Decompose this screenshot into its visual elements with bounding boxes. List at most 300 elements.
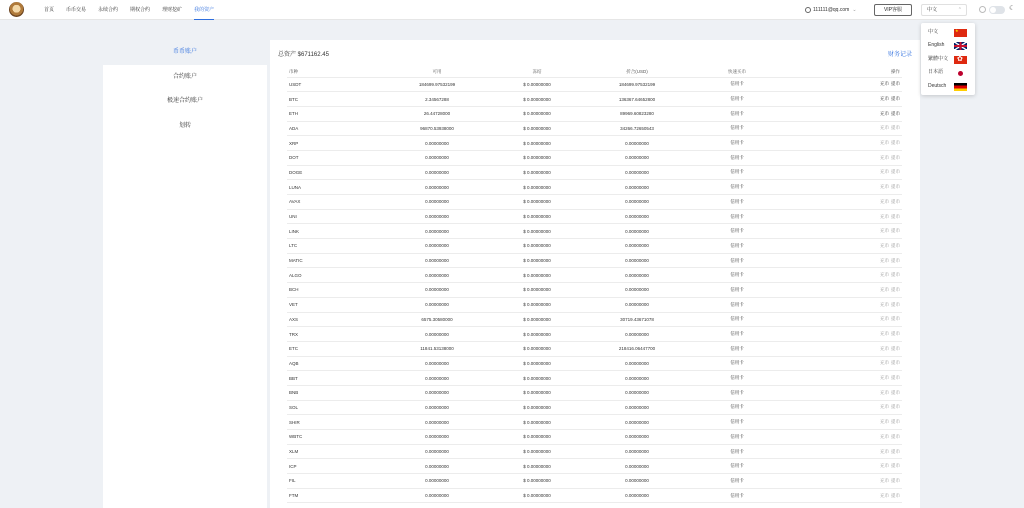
deposit-link[interactable]: 充币 (880, 81, 889, 87)
cell-frozen: $ 0.00000000 (487, 400, 587, 415)
withdraw-link[interactable]: 提币 (891, 404, 900, 410)
cell-usd: 0.00000000 (587, 165, 687, 180)
table-row (287, 385, 902, 400)
credit-card-buy-link[interactable]: 信用卡 (687, 356, 787, 371)
deposit-link[interactable]: 充币 (880, 272, 889, 278)
column-header-frozen: 冻结 (487, 67, 587, 77)
deposit-link[interactable]: 充币 (880, 286, 889, 292)
sun-icon (979, 6, 986, 13)
cell-actions (787, 385, 902, 400)
table-row (287, 253, 902, 268)
cell-coin: XRP (287, 136, 387, 151)
cell-frozen: $ 0.00000000 (487, 136, 587, 151)
cell-available: 0.00000000 (387, 444, 487, 459)
deposit-link[interactable]: 充币 (880, 404, 889, 410)
cell-available: 0.00000000 (387, 400, 487, 415)
table-row (287, 136, 902, 151)
deposit-link[interactable]: 充币 (880, 257, 889, 263)
column-header-usd: 折合(USD) (587, 67, 687, 77)
cell-coin: USDT (287, 77, 387, 92)
credit-card-buy-link[interactable]: 信用卡 (687, 371, 787, 386)
credit-card-buy-link[interactable]: 信用卡 (687, 209, 787, 224)
withdraw-link[interactable]: 提币 (891, 477, 900, 483)
cell-coin: DOT (287, 150, 387, 165)
deposit-link[interactable]: 充币 (880, 110, 889, 116)
withdraw-link[interactable]: 提币 (891, 463, 900, 469)
withdraw-link[interactable]: 提币 (891, 154, 900, 160)
cell-available: 0.00000000 (387, 165, 487, 180)
cell-frozen: $ 0.00000000 (487, 385, 587, 400)
credit-card-buy-link[interactable]: 信用卡 (687, 385, 787, 400)
deposit-link[interactable]: 充币 (880, 375, 889, 381)
cell-frozen: $ 0.00000000 (487, 415, 587, 430)
withdraw-link[interactable]: 提币 (891, 419, 900, 425)
cell-actions (787, 312, 902, 327)
cell-usd: 0.00000000 (587, 444, 687, 459)
nav-item-wealth-mining[interactable]: 理财挖矿 (162, 7, 183, 13)
cell-usd: 0.00000000 (587, 283, 687, 298)
cell-available: 0.00000000 (387, 136, 487, 151)
user-icon (805, 7, 811, 13)
cell-frozen: $ 0.00000000 (487, 239, 587, 254)
table-row (287, 121, 902, 136)
cell-usd: 0.00000000 (587, 356, 687, 371)
cell-coin: UNI (287, 209, 387, 224)
cell-coin: ETH (287, 106, 387, 121)
language-label: Deutsch (928, 82, 947, 89)
cell-coin: FIL (287, 474, 387, 489)
cell-actions (787, 150, 902, 165)
deposit-link[interactable]: 充币 (880, 301, 889, 307)
cell-available: 0.00000000 (387, 268, 487, 283)
cell-frozen: $ 0.00000000 (487, 180, 587, 195)
deposit-link[interactable]: 充币 (880, 316, 889, 322)
cell-usd: 0.00000000 (587, 136, 687, 151)
cell-actions (787, 327, 902, 342)
top-nav-bar (0, 0, 1024, 20)
deposit-link[interactable]: 充币 (880, 492, 889, 498)
cell-actions (787, 121, 902, 136)
cell-available: 0.00000000 (387, 239, 487, 254)
withdraw-link[interactable]: 提币 (891, 213, 900, 219)
cell-frozen: $ 0.00000000 (487, 488, 587, 503)
deposit-link[interactable]: 充币 (880, 477, 889, 483)
cell-coin: WBTC (287, 430, 387, 445)
nav-item-home[interactable]: 首页 (44, 7, 55, 13)
cell-actions (787, 297, 902, 312)
column-header-quick-buy: 快速买币 (687, 67, 787, 77)
language-option-de[interactable] (921, 80, 975, 93)
cell-available: 0.00000000 (387, 209, 487, 224)
cell-actions (787, 400, 902, 415)
deposit-link[interactable]: 充币 (880, 360, 889, 366)
cell-coin: ADA (287, 121, 387, 136)
withdraw-link[interactable]: 提币 (891, 286, 900, 292)
cell-available: 26.44728000 (387, 106, 487, 121)
credit-card-buy-link[interactable]: 信用卡 (687, 312, 787, 327)
credit-card-buy-link[interactable]: 信用卡 (687, 121, 787, 136)
sidebar-item-contract-account[interactable]: 合约账户 (172, 73, 197, 80)
withdraw-link[interactable]: 提币 (891, 272, 900, 278)
withdraw-link[interactable]: 提币 (891, 257, 900, 263)
logo[interactable] (9, 2, 24, 17)
table-row (287, 341, 902, 356)
nav-item-perpetual[interactable]: 永续合约 (98, 7, 119, 13)
credit-card-buy-link[interactable]: 信用卡 (687, 444, 787, 459)
deposit-link[interactable]: 充币 (880, 331, 889, 337)
credit-card-buy-link[interactable]: 信用卡 (687, 224, 787, 239)
cell-frozen: $ 0.00000000 (487, 327, 587, 342)
cell-available: 0.00000000 (387, 371, 487, 386)
credit-card-buy-link[interactable]: 信用卡 (687, 430, 787, 445)
credit-card-buy-link[interactable]: 信用卡 (687, 150, 787, 165)
cn-flag-icon (954, 29, 967, 37)
cell-usd: 0.00000000 (587, 371, 687, 386)
column-header-available: 可用 (387, 67, 487, 77)
table-row (287, 224, 902, 239)
credit-card-buy-link[interactable]: 信用卡 (687, 268, 787, 283)
deposit-link[interactable]: 充币 (880, 169, 889, 175)
withdraw-link[interactable]: 提币 (891, 448, 900, 454)
table-row (287, 150, 902, 165)
deposit-link[interactable]: 充币 (880, 140, 889, 146)
table-row (287, 209, 902, 224)
cell-available: 0.00000000 (387, 180, 487, 195)
theme-toggle[interactable] (989, 6, 1005, 14)
credit-card-buy-link[interactable]: 信用卡 (687, 106, 787, 121)
cell-coin: TRX (287, 327, 387, 342)
cell-actions (787, 444, 902, 459)
cell-usd: 0.00000000 (587, 327, 687, 342)
language-option-zh-cn[interactable] (921, 26, 975, 39)
cell-actions (787, 239, 902, 254)
cell-frozen: $ 0.00000000 (487, 341, 587, 356)
cell-frozen: $ 0.00000000 (487, 474, 587, 489)
cell-coin: AVAX (287, 195, 387, 210)
credit-card-buy-link[interactable]: 信用卡 (687, 136, 787, 151)
cell-actions (787, 195, 902, 210)
cell-available: 0.00000000 (387, 415, 487, 430)
cell-usd: 30719.43671078 (587, 312, 687, 327)
withdraw-link[interactable]: 提币 (891, 433, 900, 439)
cell-actions (787, 136, 902, 151)
table-row (287, 268, 902, 283)
cell-actions (787, 268, 902, 283)
table-row (287, 297, 902, 312)
cell-frozen: $ 0.00000000 (487, 268, 587, 283)
cell-frozen: $ 0.00000000 (487, 106, 587, 121)
sidebar-item-transfer[interactable]: 划转 (178, 122, 191, 129)
withdraw-link[interactable]: 提币 (891, 492, 900, 498)
cell-available: 0.00000000 (387, 474, 487, 489)
cell-coin: LINK (287, 224, 387, 239)
cell-available: 0.00000000 (387, 459, 487, 474)
table-row (287, 239, 902, 254)
credit-card-buy-link[interactable]: 信用卡 (687, 253, 787, 268)
cell-frozen: $ 0.00000000 (487, 150, 587, 165)
column-header-coin: 币种 (287, 67, 387, 77)
cell-frozen: $ 0.00000000 (487, 444, 587, 459)
deposit-link[interactable]: 充币 (880, 242, 889, 248)
table-row (287, 400, 902, 415)
cell-usd: 0.00000000 (587, 430, 687, 445)
cell-actions (787, 106, 902, 121)
cell-actions (787, 474, 902, 489)
cell-frozen: $ 0.00000000 (487, 283, 587, 298)
deposit-link[interactable]: 充币 (880, 184, 889, 190)
withdraw-link[interactable]: 提币 (891, 242, 900, 248)
cell-coin: ICP (287, 459, 387, 474)
cell-frozen: $ 0.00000000 (487, 92, 587, 107)
credit-card-buy-link[interactable]: 信用卡 (687, 239, 787, 254)
table-row (287, 180, 902, 195)
cell-frozen: $ 0.00000000 (487, 77, 587, 92)
credit-card-buy-link[interactable]: 信用卡 (687, 474, 787, 489)
cell-actions (787, 459, 902, 474)
deposit-link[interactable]: 充币 (880, 389, 889, 395)
credit-card-buy-link[interactable]: 信用卡 (687, 283, 787, 298)
withdraw-link[interactable]: 提币 (891, 169, 900, 175)
user-email: 111111@qq.com (813, 7, 850, 13)
nav-item-my-assets[interactable]: 我的资产 (194, 0, 214, 20)
cell-coin: MATIC (287, 253, 387, 268)
nav-item-spot-trading[interactable]: 币币交易 (66, 7, 87, 13)
cell-actions (787, 209, 902, 224)
table-row (287, 459, 902, 474)
sidebar-item-speed-contract-account[interactable]: 极速合约账户 (166, 98, 203, 104)
table-row (287, 415, 902, 430)
cell-coin: SOL (287, 400, 387, 415)
table-row (287, 283, 902, 298)
cell-usd: 0.00000000 (587, 150, 687, 165)
withdraw-link[interactable]: 提币 (891, 184, 900, 190)
language-option-zh-tw[interactable] (921, 53, 975, 66)
user-menu[interactable] (805, 0, 857, 20)
language-label: English (928, 42, 945, 49)
withdraw-link[interactable]: 提币 (891, 345, 900, 351)
nav-item-options[interactable]: 期权合约 (130, 7, 151, 13)
total-assets: 总资产 $671162.45 (278, 52, 329, 58)
cell-coin: LUNA (287, 180, 387, 195)
table-row (287, 92, 902, 107)
cell-coin: BCH (287, 283, 387, 298)
credit-card-buy-link[interactable]: 信用卡 (687, 297, 787, 312)
deposit-link[interactable]: 充币 (880, 433, 889, 439)
cell-frozen: $ 0.00000000 (487, 121, 587, 136)
cell-available: 0.00000000 (387, 430, 487, 445)
table-row (287, 327, 902, 342)
cell-available: 184699.97532199 (387, 77, 487, 92)
withdraw-link[interactable]: 提币 (891, 389, 900, 395)
column-header-actions: 操作 (787, 67, 902, 77)
table-row (287, 488, 902, 503)
account-sidebar (103, 40, 267, 508)
deposit-link[interactable]: 充币 (880, 228, 889, 234)
jp-flag-icon (954, 69, 967, 77)
language-label: 中文 (928, 29, 939, 35)
chevron-down-icon: ⌄ (852, 7, 857, 13)
credit-card-buy-link[interactable]: 信用卡 (687, 400, 787, 415)
table-row (287, 106, 902, 121)
cell-usd: 184699.97532199 (587, 77, 687, 92)
credit-card-buy-link[interactable]: 信用卡 (687, 195, 787, 210)
credit-card-buy-link[interactable]: 信用卡 (687, 77, 787, 92)
cell-available: 0.00000000 (387, 224, 487, 239)
language-option-en[interactable] (921, 39, 975, 52)
withdraw-link[interactable]: 提币 (891, 360, 900, 366)
language-selected-label: 中文 (927, 7, 938, 13)
cell-coin: BTC (287, 92, 387, 107)
withdraw-link[interactable]: 提币 (891, 228, 900, 234)
cell-usd: 218416.06447700 (587, 341, 687, 356)
cell-usd: 0.00000000 (587, 488, 687, 503)
moon-icon: ☾ (1009, 5, 1016, 12)
table-row (287, 371, 902, 386)
cell-usd: 0.00000000 (587, 459, 687, 474)
cell-frozen: $ 0.00000000 (487, 371, 587, 386)
language-option-ja[interactable] (921, 66, 975, 79)
language-dropdown (921, 23, 975, 95)
language-label: 繁體中文 (928, 55, 949, 62)
cell-coin: AXS (287, 312, 387, 327)
cell-frozen: $ 0.00000000 (487, 430, 587, 445)
cell-coin: LTC (287, 239, 387, 254)
withdraw-link[interactable]: 提币 (891, 301, 900, 307)
cell-usd: 0.00000000 (587, 297, 687, 312)
uk-flag-icon (954, 42, 967, 50)
withdraw-link[interactable]: 提币 (891, 331, 900, 337)
table-row (287, 165, 902, 180)
cell-usd: 34266.72650543 (587, 121, 687, 136)
cell-available: 6575.30580000 (387, 312, 487, 327)
cell-usd: 0.00000000 (587, 268, 687, 283)
cell-usd: 0.00000000 (587, 180, 687, 195)
withdraw-link[interactable]: 提币 (891, 110, 900, 116)
cell-usd: 0.00000000 (587, 385, 687, 400)
deposit-link[interactable]: 充币 (880, 96, 889, 102)
deposit-link[interactable]: 充币 (880, 419, 889, 425)
credit-card-buy-link[interactable]: 信用卡 (687, 341, 787, 356)
de-flag-icon (954, 83, 967, 91)
withdraw-link[interactable]: 提币 (891, 96, 900, 102)
withdraw-link[interactable]: 提币 (891, 316, 900, 322)
deposit-link[interactable]: 充币 (880, 345, 889, 351)
cell-actions (787, 92, 902, 107)
table-row (287, 444, 902, 459)
withdraw-link[interactable]: 提币 (891, 125, 900, 131)
table-row (287, 356, 902, 371)
table-row (287, 312, 902, 327)
cell-usd: 0.00000000 (587, 253, 687, 268)
cell-available: 0.00000000 (387, 150, 487, 165)
cell-coin: ETC (287, 341, 387, 356)
cell-usd: 0.00000000 (587, 474, 687, 489)
withdraw-link[interactable]: 提币 (891, 198, 900, 204)
main-nav (44, 0, 226, 20)
cell-actions (787, 341, 902, 356)
cell-actions (787, 283, 902, 298)
cell-available: 2.34567288 (387, 92, 487, 107)
cell-frozen: $ 0.00000000 (487, 312, 587, 327)
cell-usd: 0.00000000 (587, 224, 687, 239)
vip-support-button[interactable]: VIP客服 (874, 4, 912, 16)
financial-records-link[interactable]: 财务记录 (887, 52, 912, 58)
credit-card-buy-link[interactable]: 信用卡 (687, 92, 787, 107)
cell-actions (787, 77, 902, 92)
withdraw-link[interactable]: 提币 (891, 81, 900, 87)
cell-actions (787, 165, 902, 180)
sidebar-item-spot-account[interactable]: 币币账户 (103, 40, 267, 65)
deposit-link[interactable]: 充币 (880, 213, 889, 219)
cell-usd: 0.00000000 (587, 195, 687, 210)
withdraw-link[interactable]: 提币 (891, 375, 900, 381)
deposit-link[interactable]: 充币 (880, 198, 889, 204)
deposit-link[interactable]: 充币 (880, 154, 889, 160)
deposit-link[interactable]: 充币 (880, 125, 889, 131)
cell-actions (787, 224, 902, 239)
deposit-link[interactable]: 充币 (880, 463, 889, 469)
cell-usd: 0.00000000 (587, 239, 687, 254)
cell-frozen: $ 0.00000000 (487, 195, 587, 210)
chevron-up-icon: ⌃ (957, 7, 962, 13)
hk-flag-icon (954, 56, 967, 64)
cell-available: 0.00000000 (387, 356, 487, 371)
cell-coin: BBT (287, 371, 387, 386)
credit-card-buy-link[interactable]: 信用卡 (687, 488, 787, 503)
language-select[interactable] (921, 4, 967, 16)
cell-frozen: $ 0.00000000 (487, 209, 587, 224)
cell-usd: 0.00000000 (587, 209, 687, 224)
assets-table-body (287, 77, 902, 503)
cell-frozen: $ 0.00000000 (487, 356, 587, 371)
credit-card-buy-link[interactable]: 信用卡 (687, 459, 787, 474)
table-row (287, 77, 902, 92)
language-label: 日本語 (928, 69, 944, 76)
cell-actions (787, 430, 902, 445)
cell-available: 0.00000000 (387, 327, 487, 342)
cell-actions (787, 415, 902, 430)
cell-available: 96870.53938000 (387, 121, 487, 136)
cell-available: 0.00000000 (387, 253, 487, 268)
withdraw-link[interactable]: 提币 (891, 140, 900, 146)
assets-table (287, 67, 902, 503)
cell-frozen: $ 0.00000000 (487, 224, 587, 239)
cell-usd: 0.00000000 (587, 400, 687, 415)
cell-available: 0.00000000 (387, 297, 487, 312)
cell-available: 0.00000000 (387, 385, 487, 400)
credit-card-buy-link[interactable]: 信用卡 (687, 165, 787, 180)
table-row (287, 195, 902, 210)
cell-coin: FTM (287, 488, 387, 503)
cell-usd: 0.00000000 (587, 415, 687, 430)
cell-coin: BNB (287, 385, 387, 400)
credit-card-buy-link[interactable]: 信用卡 (687, 180, 787, 195)
cell-coin: XLM (287, 444, 387, 459)
credit-card-buy-link[interactable]: 信用卡 (687, 415, 787, 430)
cell-available: 0.00000000 (387, 283, 487, 298)
table-row (287, 474, 902, 489)
credit-card-buy-link[interactable]: 信用卡 (687, 327, 787, 342)
cell-coin: AQB (287, 356, 387, 371)
table-row (287, 430, 902, 445)
cell-frozen: $ 0.00000000 (487, 165, 587, 180)
cell-available: 11841.53138000 (387, 341, 487, 356)
cell-frozen: $ 0.00000000 (487, 253, 587, 268)
cell-available: 0.00000000 (387, 195, 487, 210)
cell-actions (787, 488, 902, 503)
table-header-row (287, 67, 902, 77)
deposit-link[interactable]: 充币 (880, 448, 889, 454)
